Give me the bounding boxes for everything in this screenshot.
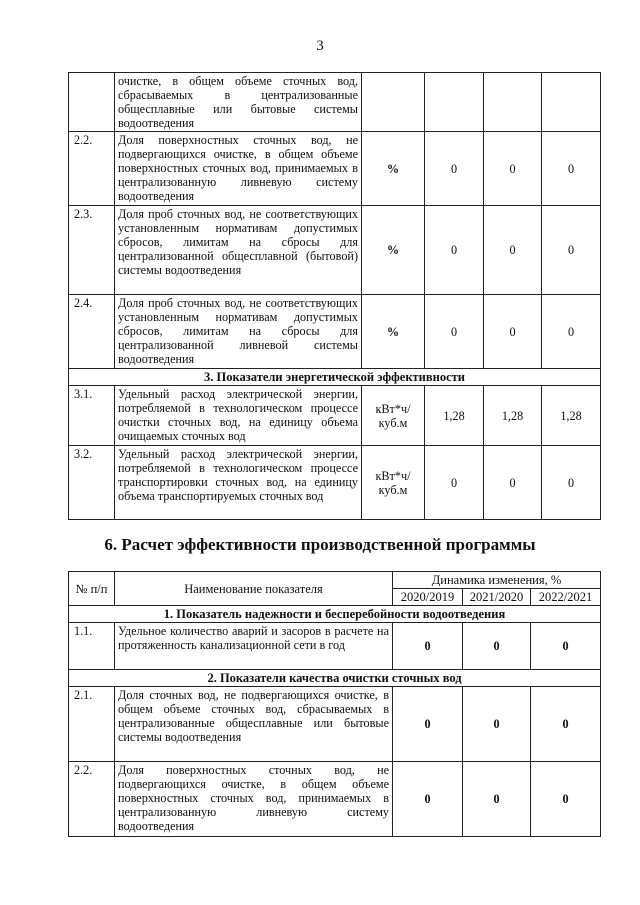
section-heading: 1. Показатель надежности и бесперебойности водоотведения — [69, 606, 601, 623]
row-number: 2.2. — [69, 762, 115, 837]
section-heading: 3. Показатели энергетической эффективности — [69, 369, 601, 386]
row-value: 0 — [425, 295, 484, 369]
column-header-year: 2022/2021 — [531, 589, 601, 606]
row-value: 0 — [531, 762, 601, 837]
table-row — [69, 687, 601, 762]
section-row — [69, 606, 601, 623]
row-value: 0 — [425, 206, 484, 295]
row-number: 1.1. — [69, 623, 115, 670]
row-value — [542, 73, 601, 132]
column-header-year: 2021/2020 — [463, 589, 531, 606]
section-row — [69, 670, 601, 687]
indicators-table-continued — [68, 72, 601, 520]
row-text: Удельный расход электрической энергии, потребляемой в технологическом процессе транспортировки сточных вод, на единицу объема транспортируемых сточных вод — [115, 446, 362, 520]
row-text: Доля поверхностных сточных вод, не подвергающихся очистке, в общем объеме поверхностных сточных вод, принимаемых в централизованную ливневую систему водоотведения — [115, 762, 393, 837]
row-value: 0 — [393, 762, 463, 837]
row-unit: % — [362, 295, 425, 369]
row-value: 0 — [463, 687, 531, 762]
column-header-dynamics: Динамика изменения, % — [393, 572, 601, 589]
row-number: 2.1. — [69, 687, 115, 762]
row-unit: % — [362, 206, 425, 295]
row-value: 0 — [484, 132, 542, 206]
row-unit — [362, 73, 425, 132]
row-text: Доля поверхностных сточных вод, не подвергающихся очистке, в общем объеме поверхностных сточных вод, принимаемых в централизованную ливневую систему водоотведения — [115, 132, 362, 206]
row-number: 2.2. — [69, 132, 115, 206]
row-value: 0 — [484, 206, 542, 295]
table-row — [69, 295, 601, 369]
row-value: 0 — [425, 446, 484, 520]
row-value: 0 — [484, 295, 542, 369]
table-row — [69, 446, 601, 520]
row-number: 2.4. — [69, 295, 115, 369]
row-text: очистке, в общем объеме сточных вод, сбрасываемых в централизованные общесплавные или бытовые системы водоотведения — [115, 73, 362, 132]
row-value: 0 — [484, 446, 542, 520]
row-value — [425, 73, 484, 132]
row-value — [484, 73, 542, 132]
row-value: 0 — [393, 687, 463, 762]
row-value: 0 — [463, 762, 531, 837]
row-value: 0 — [531, 623, 601, 670]
row-unit: % — [362, 132, 425, 206]
column-header-number: № п/п — [69, 572, 115, 606]
section-title: 6. Расчет эффективности производственной программы — [104, 535, 536, 554]
row-unit: кВт*ч/ куб.м — [362, 446, 425, 520]
row-text: Доля сточных вод, не подвергающихся очистке, в общем объеме сточных вод, сбрасываемых в централизованные общесплавные или бытовые системы водоотведения — [115, 687, 393, 762]
row-value: 0 — [542, 206, 601, 295]
row-value: 1,28 — [484, 386, 542, 446]
row-value: 0 — [425, 132, 484, 206]
row-value: 0 — [542, 295, 601, 369]
row-text: Удельное количество аварий и засоров в расчете на протяженность канализационной сети в год — [115, 623, 393, 670]
table-row — [69, 623, 601, 670]
row-text: Доля проб сточных вод, не соответствующих установленным нормативам допустимых сбросов, лимитам на сбросы для централизованной общесплавной (бытовой) системы водоотведения — [115, 206, 362, 295]
column-header-year: 2020/2019 — [393, 589, 463, 606]
section-heading: 2. Показатели качества очистки сточных вод — [69, 670, 601, 687]
table-row — [69, 386, 601, 446]
efficiency-table — [68, 571, 601, 837]
row-text: Удельный расход электрической энергии, потребляемой в технологическом процессе очистки сточных вод, на единицу объема очищаемых сточных вод — [115, 386, 362, 446]
row-value: 0 — [463, 623, 531, 670]
row-number: 2.3. — [69, 206, 115, 295]
row-number — [69, 73, 115, 132]
row-number: 3.1. — [69, 386, 115, 446]
row-value: 0 — [542, 446, 601, 520]
row-value: 1,28 — [542, 386, 601, 446]
table-row — [69, 73, 601, 132]
page-number: 3 — [316, 38, 324, 54]
row-unit: кВт*ч/ куб.м — [362, 386, 425, 446]
section-row — [69, 369, 601, 386]
row-value: 0 — [542, 132, 601, 206]
row-value: 0 — [393, 623, 463, 670]
table-row — [69, 762, 601, 837]
row-value: 0 — [531, 687, 601, 762]
table-row — [69, 132, 601, 206]
header-row — [69, 572, 601, 589]
table-row — [69, 206, 601, 295]
row-text: Доля проб сточных вод, не соответствующих установленным нормативам допустимых сбросов, лимитам на сбросы для централизованной ливневой системы водоотведения — [115, 295, 362, 369]
row-value: 1,28 — [425, 386, 484, 446]
column-header-name: Наименование показателя — [115, 572, 393, 606]
row-number: 3.2. — [69, 446, 115, 520]
